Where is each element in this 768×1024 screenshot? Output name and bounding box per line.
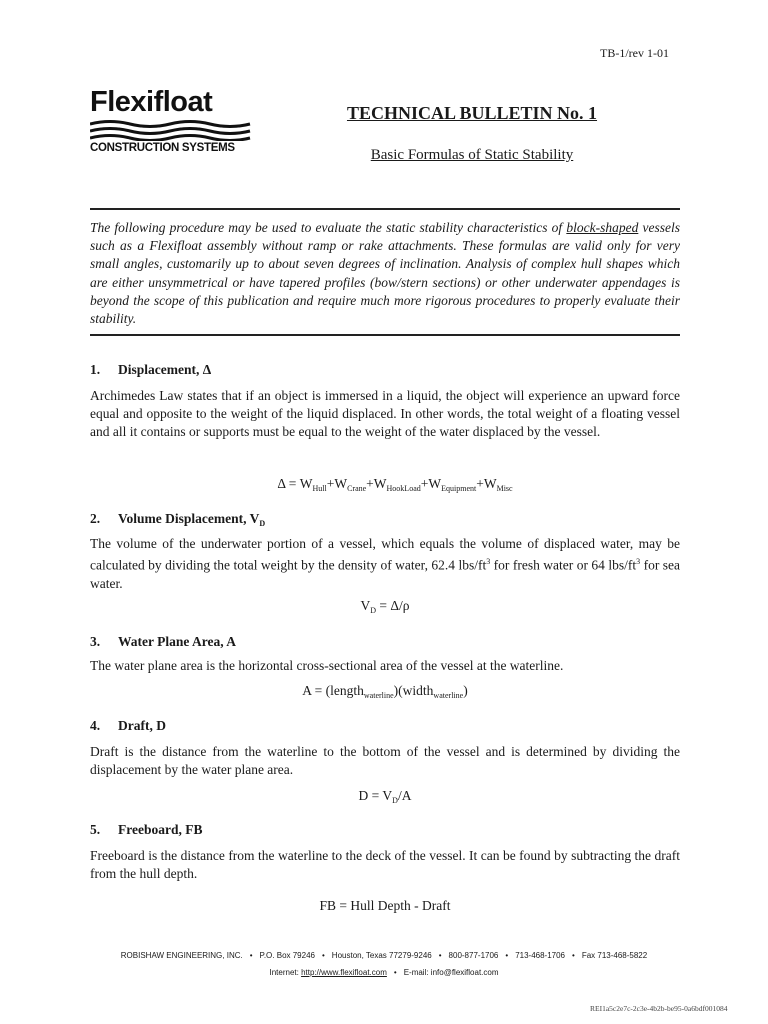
top-divider bbox=[90, 208, 680, 210]
section-heading-volume-displacement: 2. Volume Displacement, $V_D$ bbox=[90, 511, 266, 528]
section-body-volume-displacement: The volume of the underwater portion of a vessel, which equals the volume of displaced water, may be calculated by dividing the total weight by the density of water, 62.4 lbs/$ft^3$ for fresh water or 64 lbs/$ft^3$ for sea water. bbox=[90, 536, 680, 591]
logo-subtitle: CONSTRUCTION SYSTEMS bbox=[90, 142, 235, 154]
logo-wordmark: Flexifloat bbox=[90, 86, 213, 118]
page-title: TECHNICAL BULLETIN No. 1 bbox=[346, 103, 598, 123]
bottom-divider bbox=[90, 334, 680, 336]
intro-text-start: The following procedure may be used to evaluate the static stability characteristics of bbox=[90, 220, 567, 235]
revision-label: TB-1/rev 1-01 bbox=[600, 46, 669, 60]
email-text[interactable]: E-mail: info@flexifloat.com bbox=[403, 968, 499, 977]
volume-formula: $V_D = \Delta/\rho$ bbox=[360, 598, 410, 615]
intro-underlined: block-shaped bbox=[566, 220, 639, 235]
website-link[interactable]: http://www.flexifloat.com bbox=[301, 968, 387, 977]
area-formula: A = (length$_{waterline}$)(width$_{waterline}$) bbox=[302, 683, 468, 700]
footer-contact-line: ROBISHAW ENGINEERING, INC. • P.O. Box 79246 • Houston, Texas 77279-9246 • 800-877-1706 • 713-468-1706 • Fax 713-468-5822 bbox=[120, 951, 648, 960]
displacement-formula: $\Delta = W_{Hull}+W_{Crane}+W_{HookLoad}+W_{Equipment}+W_{Misc}$ bbox=[277, 476, 513, 493]
section-body-draft: Draft is the distance from the waterline to the bottom of the vessel and is determined by dividing the displacement by the water plane area. bbox=[90, 744, 680, 778]
freeboard-formula: FB = Hull Depth - Draft bbox=[319, 898, 451, 913]
section-heading-displacement: 1. Displacement, Δ bbox=[90, 362, 212, 377]
section-body-freeboard: Freeboard is the distance from the waterline to the deck of the vessel. It can be found by subtracting the draft from the hull depth. bbox=[90, 848, 680, 882]
section-heading-draft: 4. Draft, D bbox=[90, 718, 166, 733]
flexifloat-logo bbox=[90, 86, 252, 162]
wave-icon bbox=[90, 119, 252, 141]
section-heading-freeboard: 5. Freeboard, FB bbox=[90, 822, 203, 837]
page-subtitle: Basic Formulas of Static Stability bbox=[370, 147, 574, 163]
section-body-water-plane-area: The water plane area is the horizontal cross-sectional area of the vessel at the waterline. bbox=[90, 658, 564, 673]
draft-formula: $D = V_D/A$ bbox=[358, 788, 412, 805]
intro-text-end: vessels such as a Flexifloat assembly without ramp or rake attachments. These formulas are valid only for very small angles, customarily up to about seven degrees of inclination. Analysis of complex hull shapes which are either unsymmetrical or have tapered profiles (bow/stern sections) or other underwater appendages is beyond the scope of this publication and require much more rigorous procedures to properly evaluate their stability. bbox=[90, 220, 681, 327]
section-body-displacement: Archimedes Law states that if an object is immersed in a liquid, the object will experience an upward force equal and opposite to the weight of the liquid displaced. In other words, the total weight of a floating vessel and all it contains or supports must be equal to the weight of the water displaced by the vessel. bbox=[90, 388, 680, 440]
document-id: REI1a5c2e7c-2c3e-4b2b-be95-0a6bdf001084 bbox=[590, 1004, 728, 1013]
footer-web-line: Internet: http://www.flexifloat.com • E-mail: info@flexifloat.com bbox=[269, 968, 499, 977]
intro-paragraph bbox=[90, 219, 680, 328]
section-heading-water-plane-area: 3. Water Plane Area, A bbox=[90, 634, 236, 649]
